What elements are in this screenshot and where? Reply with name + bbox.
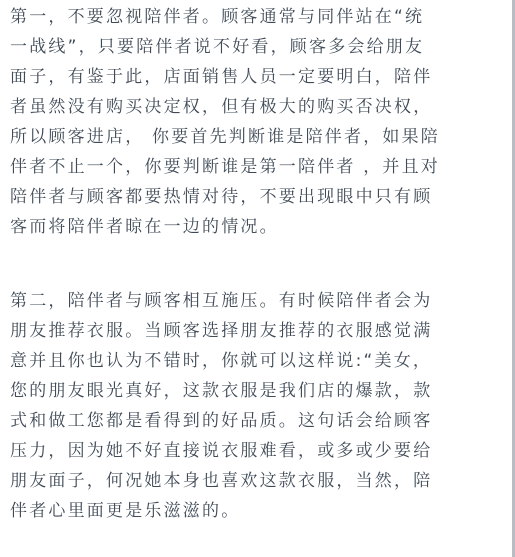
text-line: 压力，因为她不好直接说衣服难看，或多或少要给: [10, 441, 433, 461]
text-line: 式和做工您都是看得到的好品质。这句话会给顾客: [10, 411, 433, 431]
text-line: 您的朋友眼光真好，这款衣服是我们店的爆款，款: [10, 381, 433, 401]
text-line: 一战线”，只要陪伴者说不好看，顾客多会给朋友: [10, 37, 425, 57]
paragraph-2: [10, 286, 500, 526]
text-line: 所以顾客进店， 你要首先判断谁是陪伴者，如果陪: [10, 127, 441, 147]
paragraph-spacing: [10, 242, 500, 286]
article-text: [10, 2, 500, 526]
text-line: 第一，不要忽视陪伴者。顾客通常与同伴站在“统: [10, 7, 425, 27]
text-line: 朋友推荐衣服。当顾客选择朋友推荐的衣服感觉满: [10, 321, 433, 341]
text-line: 朋友面子，何况她本身也喜欢这款衣服，当然，陪: [10, 471, 433, 491]
text-line: 陪伴者与顾客都要热情对待，不要出现眼中只有顾: [10, 187, 433, 207]
paragraph-1: [10, 2, 500, 242]
text-line: 意并且你也认为不错时，你就可以这样说:“美女，: [10, 351, 433, 371]
text-line: 客而将陪伴者晾在一边的情况。: [10, 217, 279, 237]
text-line: 第二，陪伴者与顾客相互施压。有时候陪伴者会为: [10, 291, 433, 311]
text-line: 者虽然没有购买决定权，但有极大的购买否决权，: [10, 97, 433, 117]
text-line: 伴者心里面更是乐滋滋的。: [10, 501, 241, 521]
text-line: 伴者不止一个，你要判断谁是第一陪伴者 ，并且对: [10, 157, 441, 177]
text-line: 面子，有鉴于此，店面销售人员一定要明白，陪伴: [10, 67, 433, 87]
